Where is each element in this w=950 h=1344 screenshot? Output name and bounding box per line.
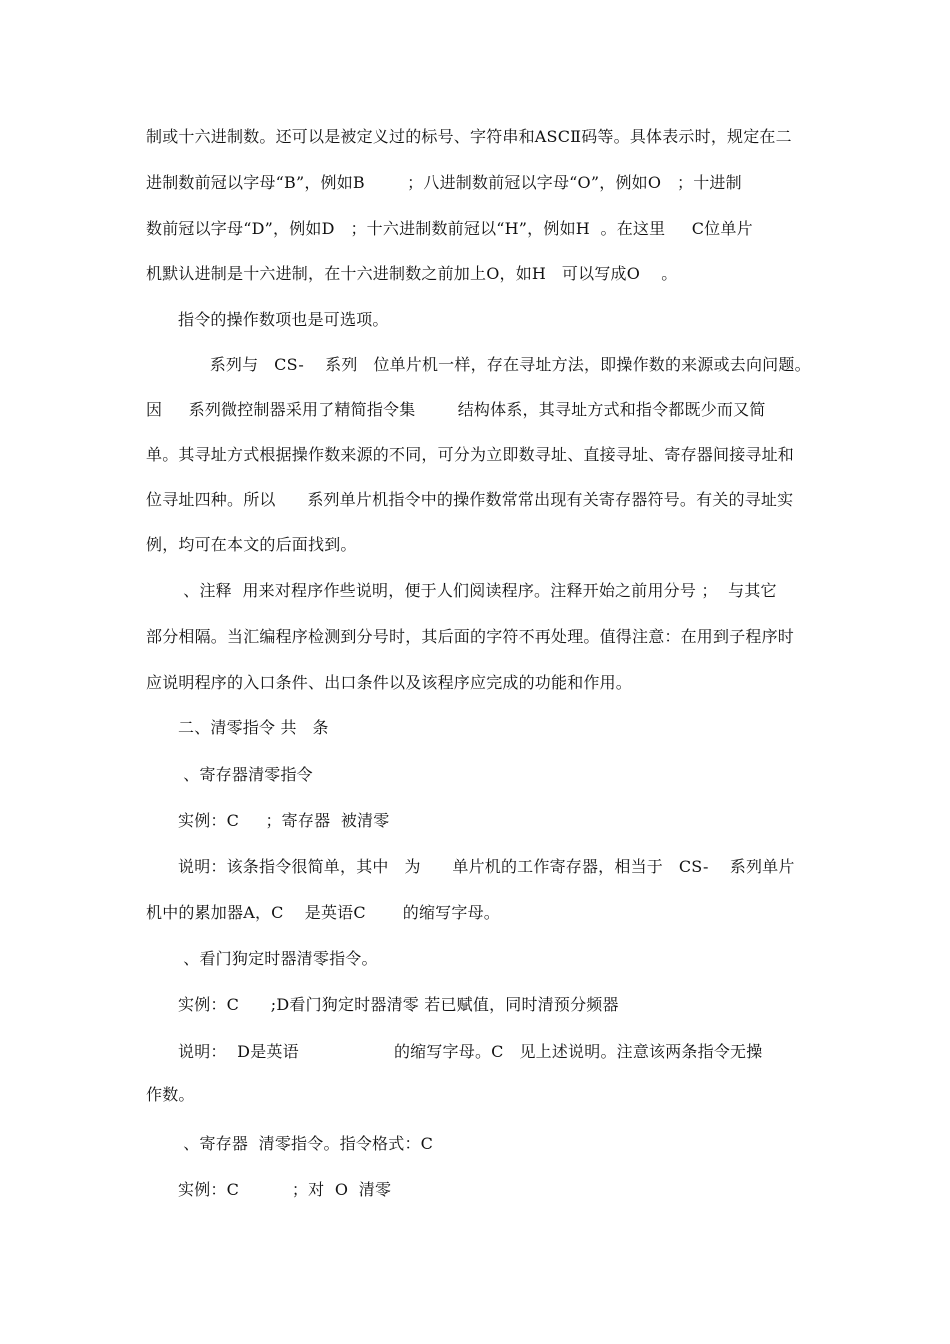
- subsection-heading: 、看门狗定时器清零指令。: [178, 949, 378, 968]
- paragraph-line: 指令的操作数项也是可选项。: [178, 310, 389, 329]
- paragraph-line: 机中的累加器A，C 是英语C 的缩写字母。: [146, 903, 500, 922]
- paragraph-line: 数前冠以字母“D”，例如D ；十六进制数前冠以“H”，例如H 。在这里 C位单片: [146, 219, 753, 238]
- paragraph-line: 部分相隔。当汇编程序检测到分号时，其后面的字符不再处理。值得注意：在用到子程序时: [146, 627, 795, 646]
- paragraph-line: 位寻址四种。所以 系列单片机指令中的操作数常常出现有关寄存器符号。有关的寻址实: [146, 490, 794, 509]
- paragraph-line: 作数。: [146, 1085, 195, 1104]
- paragraph-line: 、注释 用来对程序作些说明，便于人们阅读程序。注释开始之前用分号 ； 与其它: [178, 581, 777, 600]
- paragraph-line: 单。其寻址方式根据操作数来源的不同，可分为立即数寻址、直接寻址、寄存器间接寻址和: [146, 445, 795, 464]
- subsection-heading: 、寄存器 清零指令。指令格式：C: [178, 1134, 434, 1153]
- paragraph-line: 说明： D是英语 的缩写字母。C 见上述说明。注意该两条指令无操: [178, 1042, 763, 1061]
- example-line: 实例：C ；寄存器 被清零: [178, 811, 390, 830]
- example-line: 实例：C ;D看门狗定时器清零 若已赋值，同时清预分频器: [178, 995, 619, 1014]
- paragraph-line: 制或十六进制数。还可以是被定义过的标号、字符串和ASCⅡ码等。具体表示时，规定在二: [146, 127, 792, 146]
- section-heading: 二、清零指令 共 条: [178, 718, 329, 737]
- example-line: 实例：C ；对 O 清零: [178, 1180, 392, 1199]
- paragraph-line: 例，均可在本文的后面找到。: [146, 535, 357, 554]
- paragraph-line: 进制数前冠以字母“B”，例如B ；八进制数前冠以字母“O”，例如O ；十进制: [146, 173, 742, 192]
- paragraph-line: 系列与 CS- 系列 位单片机一样，存在寻址方法，即操作数的来源或去向问题。: [178, 355, 811, 374]
- paragraph-line: 机默认进制是十六进制，在十六进制数之前加上O，如H 可以写成O 。: [146, 264, 678, 283]
- subsection-heading: 、寄存器清零指令: [178, 765, 313, 784]
- paragraph-line: 因 系列微控制器采用了精简指令集 结构体系，其寻址方式和指令都既少而又简: [146, 400, 766, 419]
- paragraph-line: 应说明程序的入口条件、出口条件以及该程序应完成的功能和作用。: [146, 673, 633, 692]
- paragraph-line: 说明：该条指令很简单，其中 为 单片机的工作寄存器，相当于 CS- 系列单片: [178, 857, 795, 876]
